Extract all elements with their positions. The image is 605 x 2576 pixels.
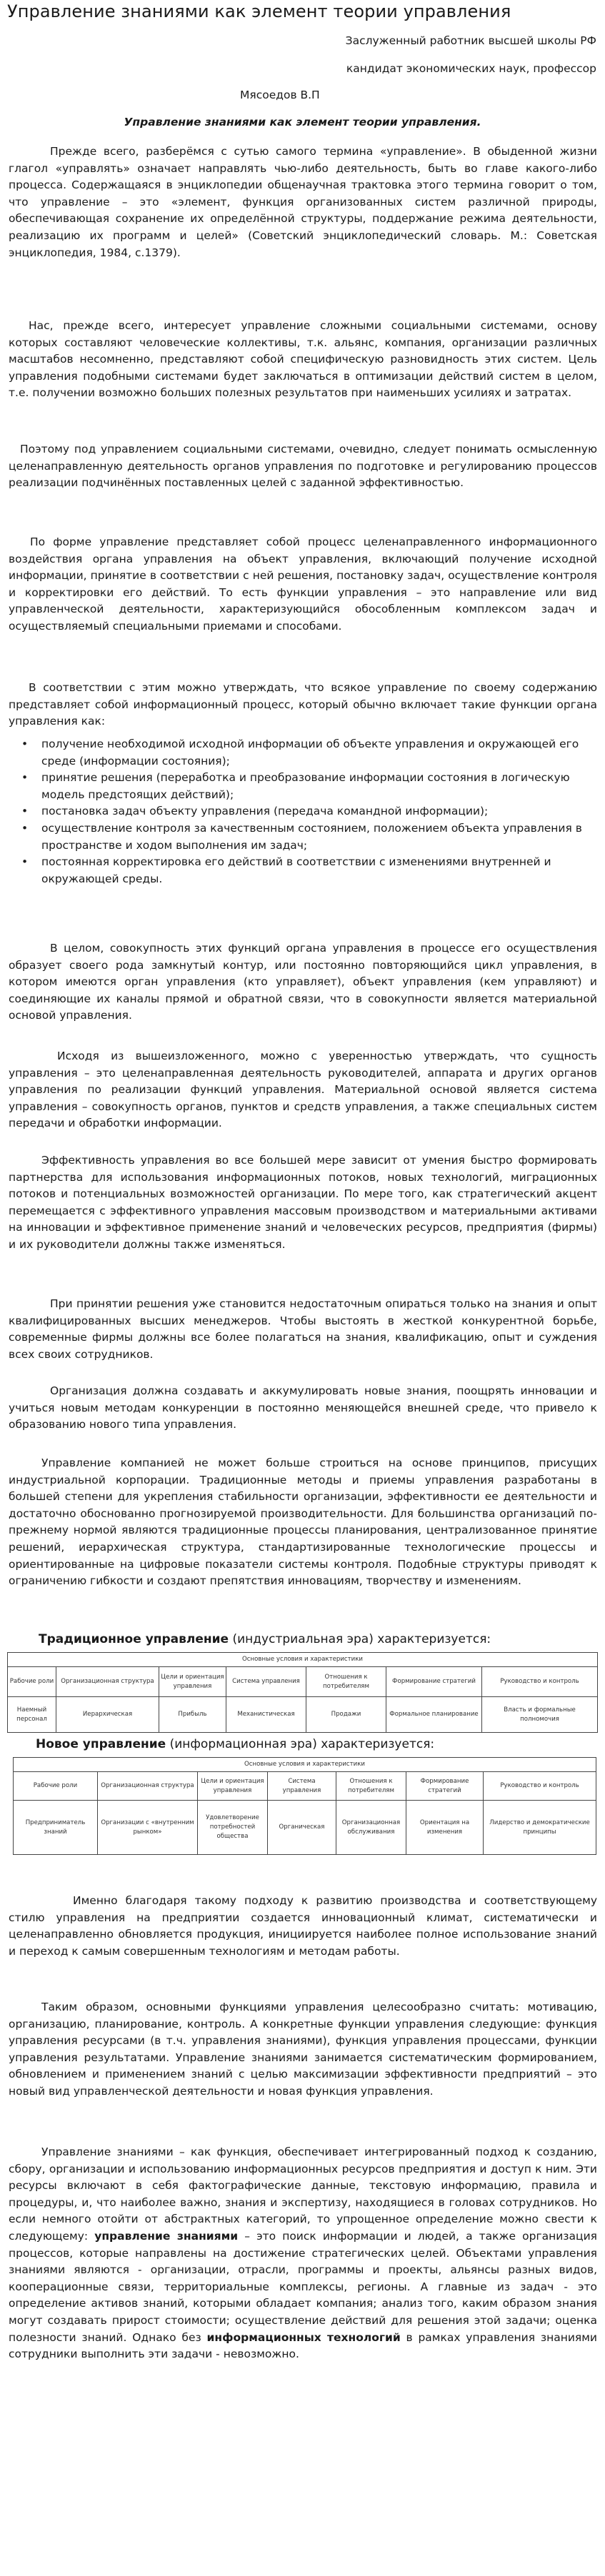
paragraph: Эффективность управления во все большей мере зависит от умения быстро формировать партнерства для использования информационных потоков, новых технологий, миграционных потоков и потенциальных возможностей организации. По мере того, как стратегический акцент перемещается с эффективного управления массовым производством и материальными активами на инновации и эффективное применение знаний и человеческих ресурсов, предприятия (фирмы) и их руководители должны также изменяться.	[9, 1154, 597, 1251]
paragraph: Именно благодаря такому подходу к развитию производства и соответствующему стилю управления на предприятии создается инновационный климат, систематически и целенаправленно обновляется продукция, инициируется наиболее полное использование знаний и переход к самым совершенным технологиям и методам работы.	[9, 1894, 597, 1958]
table-header-cell: Формирование стратегий	[406, 1772, 484, 1801]
table-group-header: Основные условия и характеристики	[8, 1653, 598, 1667]
paragraph: В соответствии с этим можно утверждать, что всякое управление по своему содержанию представляет собой информационный процесс, который обычно включает такие функции органа управления как:	[9, 681, 597, 728]
paragraph-text: Управление знаниями – как функция, обеспечивает интегрированный подход к созданию, сбору, организации и использованию информационных ресурсов предприятия и доступ к ним. Эти ресурсы включают в себя фактографические данные, текстовую информацию, правила и процедуры, и, что наиболее важно, знания и экспертизу, находящиеся в головах сотрудников. Но если немного отойти от абстрактных категорий, то упрощенное определение можно свести к следующему:	[9, 2145, 597, 2243]
functions-list	[9, 736, 597, 887]
paragraph-text: в рамках управления знаниями сотрудники выполнить эти задачи - невозможно.	[9, 2330, 598, 2361]
table-cell: Удовлетворение потребностей общества	[198, 1801, 268, 1855]
table-header-cell: Рабочие роли	[8, 1667, 56, 1697]
table-header-cell: Цели и ориентация управления	[198, 1772, 268, 1801]
table-traditional	[7, 1652, 598, 1733]
table-header-cell: Отношения к потребителям	[336, 1772, 406, 1801]
author-degree: кандидат экономических наук, профессор	[346, 62, 596, 75]
paragraph	[9, 2144, 597, 2363]
list-item: • получение необходимой исходной информации об объекте управления и окружающей его среде (информации состояния);	[41, 736, 597, 770]
list-item: • постоянная корректировка его действий в соответствии с изменениями внутренней и окружающей среды.	[41, 854, 597, 887]
document-title: Управление знаниями как элемент теории управления	[7, 1, 511, 21]
paragraph: Нас, прежде всего, интересует управление сложными социальными системами, основу которых составляют человеческие коллективы, т.к. альянс, компания, организации различных масштабов несомненно, представляют собой специфическую разновидность этих систем. Цель управления подобными системами будет заключаться в оптимизации действий систем в целом, т.е. получении возможно больших полезных результатов при наименьших усилиях и затратах.	[9, 319, 597, 400]
caption-rest: (информационная эра) характеризуется:	[169, 1737, 435, 1751]
table-cell: Прибыль	[159, 1697, 226, 1733]
table-new	[13, 1757, 596, 1855]
caption-bold: Новое управление	[36, 1737, 166, 1751]
table-header-cell: Система управления	[268, 1772, 336, 1801]
table-cell: Организационная обслуживания	[336, 1801, 406, 1855]
table-caption-traditional	[39, 1632, 491, 1646]
list-item: • осуществление контроля за качественным состоянием, положением объекта управления в пространстве и ходом выполнения им задач;	[41, 820, 597, 854]
table-header-cell: Формирование стратегий	[386, 1667, 482, 1697]
table-cell: Формальное планирование	[386, 1697, 482, 1733]
list-item: • постановка задач объекту управления (передача командной информации);	[41, 803, 597, 820]
table-header-cell: Руководство и контроль	[484, 1772, 596, 1801]
table-group-header: Основные условия и характеристики	[14, 1758, 596, 1772]
table-cell: Иерархическая	[56, 1697, 159, 1733]
bold-term: управление знаниями	[94, 2229, 239, 2243]
list-item: • принятие решения (переработка и преобразование информации состояния в логическую модель предстоящих действий);	[41, 770, 597, 803]
table-header-cell: Рабочие роли	[14, 1772, 98, 1801]
caption-rest: (индустриальная эра) характеризуется:	[232, 1632, 491, 1646]
paragraph: Поэтому под управлением социальными системами, очевидно, следует понимать осмысленную целенаправленную деятельность органов управления по подготовке и регулированию процессов реализации подчинённых поставленных целей с заданной эффективностью.	[9, 443, 597, 490]
table-header-cell: Система управления	[226, 1667, 306, 1697]
paragraph: Организация должна создавать и аккумулировать новые знания, поощрять инновации и учиться новым методам конкуренции в постоянно меняющейся внешней среде, что привело к образованию нового типа управления.	[9, 1384, 597, 1432]
table-cell: Наемный персонал	[8, 1697, 56, 1733]
section-title: Управление знаниями как элемент теории управления.	[124, 116, 481, 129]
table-cell: Власть и формальные полномочия	[482, 1697, 598, 1733]
paragraph-text: – это поиск информации и людей, а также организация процессов, которые направлены на достижение стратегических целей. Объектами управления знаниями являются - организации, отрасли, программы и проекты, альянсы разных видов, кооперационные связи, территориальные комплексы, регионы. А главные из задач - это определение активов знаний, которыми обладает компания; анализ того, каким образом знания могут создавать прирост стоимости; осуществление действий для решения этой задачи; оценка полезности знаний. Однако без	[9, 2229, 597, 2344]
table-cell: Ориентация на изменения	[406, 1801, 484, 1855]
author-name: Мясоедов В.П	[240, 89, 320, 101]
table-cell: Лидерство и демократические принципы	[484, 1801, 596, 1855]
table-header-cell: Отношения к потребителям	[306, 1667, 386, 1697]
table-header-cell: Организационная структура	[98, 1772, 198, 1801]
table-caption-new	[36, 1737, 434, 1751]
table-cell: Организации с «внутренним рынком»	[98, 1801, 198, 1855]
table-header-cell: Организационная структура	[56, 1667, 159, 1697]
table-cell: Продажи	[306, 1697, 386, 1733]
table-cell: Органическая	[268, 1801, 336, 1855]
table-header-cell: Цели и ориентация управления	[159, 1667, 226, 1697]
paragraph: Таким образом, основными функциями управления целесообразно считать: мотивацию, организацию, планирование, контроль. А конкретные функции управления следующие: функция управления ресурсами (в т.ч. управления знаниями), функция управления процессами, функции управления результатами. Управление знаниями занимается систематическим формированием, обновлением и применением знаний с целью максимизации эффективности предприятий – это новый вид управленческой деятельности и новая функция управления.	[9, 2001, 597, 2098]
paragraph: По форме управление представляет собой процесс целенаправленного информационного воздействия органа управления на объект управления, включающий получение исходной информации, принятие в соответствии с ней решения, постановку задач, осуществление контроля и корректировки его действий. То есть функции управления – это направление или вид управленческой деятельности, характеризующийся обособленным комплексом задач и осуществляемый специальными приемами и способами.	[9, 535, 597, 633]
author-rank: Заслуженный работник высшей школы РФ	[345, 34, 596, 47]
paragraph: Прежде всего, разберёмся с сутью самого термина «управление». В обыденной жизни глагол «управлять» означает направлять чью-либо деятельность, быть во главе какого-либо процесса. Содержащаяся в энциклопедии общенаучная трактовка этого термина говорит о том, что управление – это «элемент, функция организованных систем различной природы, обеспечивающая сохранение их определённой структуры, поддержание режима деятельности, реализацию их программ и целей» (Советский энциклопедический словарь. М.: Советская энциклопедия, 1984, с.1379).	[9, 145, 597, 259]
paragraph: Исходя из вышеизложенного, можно с уверенностью утверждать, что сущность управления – это целенаправленная деятельность руководителей, аппарата и других органов управления по реализации функций управления. Материальной основой является система управления – совокупность органов, пунктов и средств управления, а также специальных систем передачи и обработки информации.	[9, 1050, 597, 1130]
paragraph: Управление компанией не может больше строиться на основе принципов, присущих индустриальной корпорации. Традиционные методы и приемы управления разработаны в большей степени для укрепления стабильности организации, эффективности ее деятельности и достаточно обоснованно прогнозируемой производительности. Для большинства организаций по-прежнему нормой являются традиционные процессы планирования, централизованное принятие решений, иерархическая структура, стандартизированные технологические процессы и ориентированные на цифровые показатели системы контроля. Подобные структуры приводят к ограничению гибкости и создают препятствия инновациям, творчеству и изменениям.	[9, 1456, 597, 1588]
table-cell: Механистическая	[226, 1697, 306, 1733]
table-header-cell: Руководство и контроль	[482, 1667, 598, 1697]
paragraph: При принятии решения уже становится недостаточным опираться только на знания и опыт квалифицированных высших менеджеров. Чтобы выстоять в жесткой конкурентной борьбе, современные фирмы должны все более полагаться на знания, квалификацию, опыт и суждения всех своих сотрудников.	[9, 1297, 597, 1361]
caption-bold: Традиционное управление	[39, 1632, 229, 1646]
table-cell: Предприниматель знаний	[14, 1801, 98, 1855]
bold-term: информационных технологий	[206, 2330, 401, 2344]
paragraph: В целом, совокупность этих функций органа управления в процессе его осуществления образует своего рода замкнутый контур, или постоянно повторяющийся цикл управления, в котором имеются орган управления (кто управляет), объект управления (кем управляют) и соединяющие их каналы прямой и обратной связи, что в совокупности является материальной основой управления.	[9, 942, 597, 1022]
